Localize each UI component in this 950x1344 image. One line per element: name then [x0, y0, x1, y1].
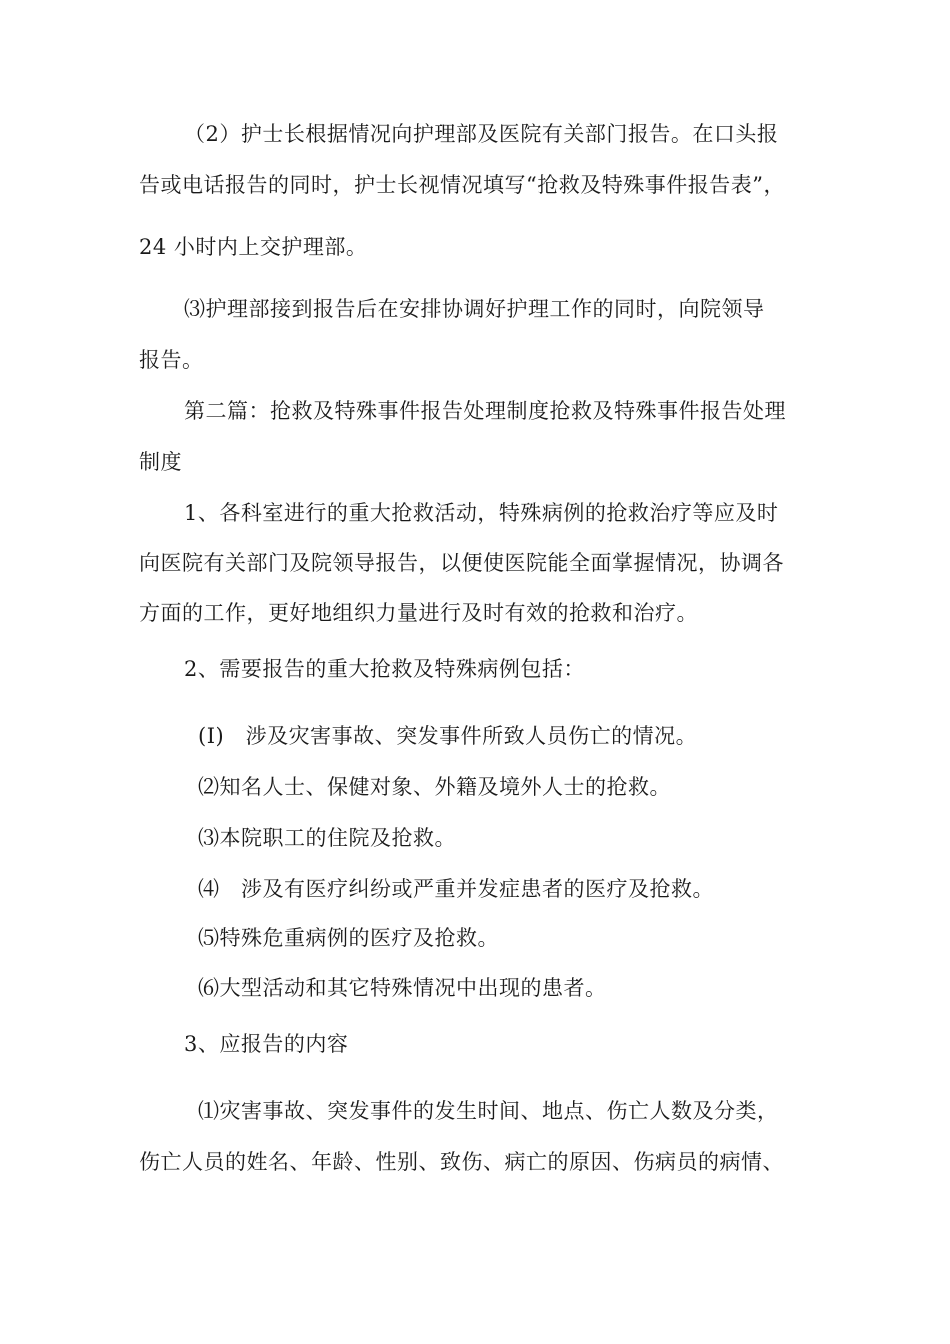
paragraph-line-20: 伤亡人员的姓名、年龄、性别、致伤、病亡的原因、伤病员的病情、: [139, 1150, 784, 1174]
list-item-4: ⑷ 涉及有医疗纠纷或严重并发症患者的医疗及抢救。: [198, 877, 714, 901]
paragraph-line-19: ⑴灾害事故、突发事件的发生时间、地点、伤亡人数及分类，: [198, 1099, 779, 1123]
paragraph-line-4: ⑶护理部接到报告后在安排协调好护理工作的同时，向院领导: [184, 297, 765, 321]
paragraph-line-10: 方面的工作，更好地组织力量进行及时有效的抢救和治疗。: [139, 601, 698, 625]
paragraph-line-1: （2）护士长根据情况向护理部及医院有关部门报告。在口头报: [184, 122, 779, 146]
paragraph-line-11: 2、需要报告的重大抢救及特殊病例包括：: [184, 657, 585, 681]
section-heading-line-1: 第二篇：抢救及特殊事件报告处理制度抢救及特殊事件报告处理: [184, 399, 786, 423]
section-heading-line-2: 制度: [139, 450, 182, 474]
paragraph-line-18: 3、应报告的内容: [184, 1032, 349, 1056]
paragraph-line-9: 向医院有关部门及院领导报告，以便使医院能全面掌握情况，协调各: [139, 551, 784, 575]
paragraph-line-3: 24 小时内上交护理部。: [139, 235, 368, 259]
list-item-2: ⑵知名人士、保健对象、外籍及境外人士的抢救。: [198, 775, 671, 799]
list-item-5: ⑸特殊危重病例的医疗及抢救。: [198, 926, 499, 950]
paragraph-line-8: 1、各科室进行的重大抢救活动，特殊病例的抢救治疗等应及时: [184, 501, 779, 525]
paragraph-line-2: 告或电话报告的同时，护士长视情况填写“抢救及特殊事件报告表”，: [139, 173, 785, 197]
list-item-1: (I) 涉及灾害事故、突发事件所致人员伤亡的情况。: [198, 724, 698, 748]
paragraph-line-5: 报告。: [139, 348, 204, 372]
list-item-3: ⑶本院职工的住院及抢救。: [198, 826, 456, 850]
list-item-6: ⑹大型活动和其它特殊情况中出现的患者。: [198, 976, 607, 1000]
